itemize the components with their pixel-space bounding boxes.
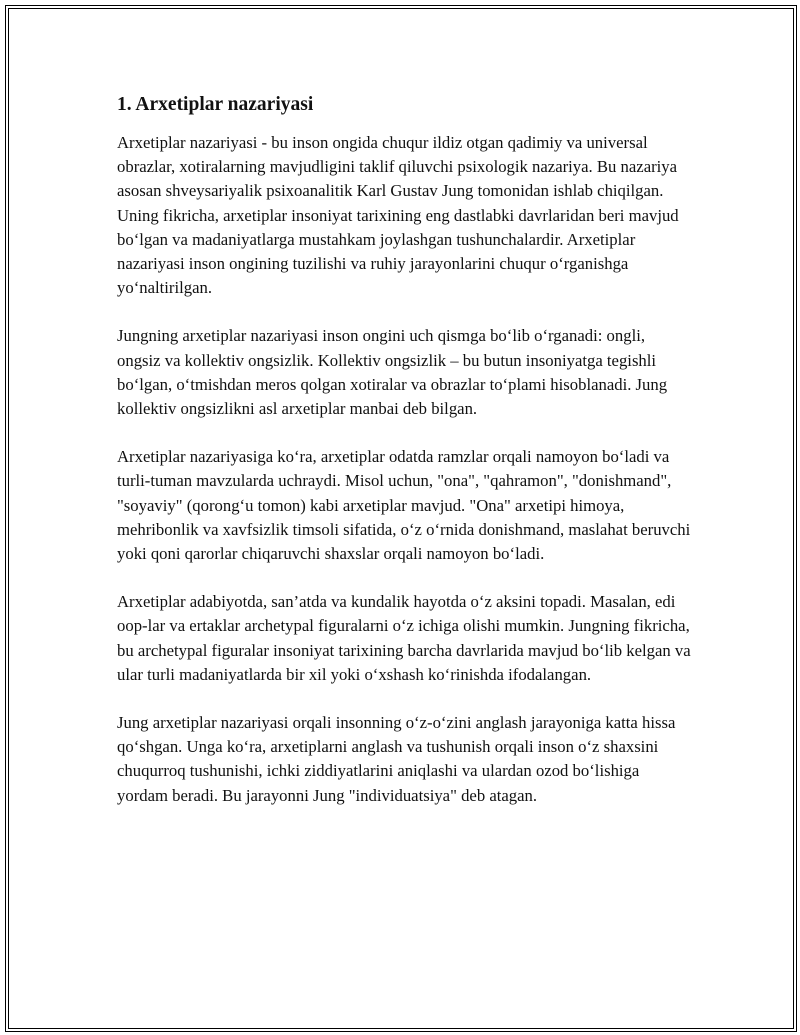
- document-body: [117, 92, 692, 832]
- section-heading: 1. Arxetiplar nazariyasi: [117, 94, 314, 115]
- paragraph-3: Arxetiplar nazariyasiga ko‘ra, arxetiplar odatda ramzlar orqali namoyon bo‘ladi va turli-tuman mavzularda uchraydi. Misol uchun, "ona", "qahramon", "donishmand", "soyaviy" (qorong‘u tomon) kabi arxetiplar mavjud. "Ona" arxetipi himoya, mehribonlik va xavfsizlik timsoli sifatida, o‘z o‘rnida donishmand, maslahat beruvchi yoki qoni qarorlar chiqaruvchi shaxslar orqali namoyon bo‘ladi.: [117, 447, 691, 564]
- paragraph-2: Jungning arxetiplar nazariyasi inson ongini uch qismga bo‘lib o‘rganadi: ongli, ongsiz va kollektiv ongsizlik. Kollektiv ongsizlik – bu butun insoniyatga tegishli bo‘lgan, o‘tmishdan meros qolgan xotiralar va obrazlar to‘plami hisoblanadi. Jung kollektiv ongsizlikni asl arxetiplar manbai deb bilgan.: [117, 326, 668, 419]
- paragraph-5: Jung arxetiplar nazariyasi orqali insonning o‘z-o‘zini anglash jarayoniga katta hissa qo‘shgan. Unga ko‘ra, arxetiplarni anglash va tushunish orqali inson o‘z shaxsini chuqurroq tushunishi, ichki ziddiyatlarini aniqlashi va ulardan ozod bo‘lishiga yordam beradi. Bu jarayonni Jung "individuatsiya" deb atagan.: [117, 713, 676, 805]
- paragraph-4: Arxetiplar adabiyotda, san’atda va kundalik hayotda o‘z aksini topadi. Masalan, edi oop-lar va ertaklar archetypal figuralarni o‘z ichiga olishi mumkin. Jungning fikricha, bu archetypal figuralar insoniyat tarixining barcha davrlarida mavjud bo‘lib kelgan va ular turli madaniyatlarda bir xil yoki o‘xshash ko‘rinishda ifodalangan.: [117, 592, 691, 684]
- paragraph-1: Arxetiplar nazariyasi - bu inson ongida chuqur ildiz otgan qadimiy va universal obrazlar, xotiralarning mavjudligini taklif qiluvchi psixologik nazariya. Bu nazariya asosan shveysariyalik psixoanalitik Karl Gustav Jung tomonidan ishlab chiqilgan. Uning fikricha, arxetiplar insoniyat tarixining eng dastlabki davrlaridan beri mavjud bo‘lgan va madaniyatlarga mustahkam joylashgan tushunchalardir. Arxetiplar nazariyasi inson ongining tuzilishi va ruhiy jarayonlarini chuqur o‘rganishga yo‘naltirilgan.: [117, 133, 679, 298]
